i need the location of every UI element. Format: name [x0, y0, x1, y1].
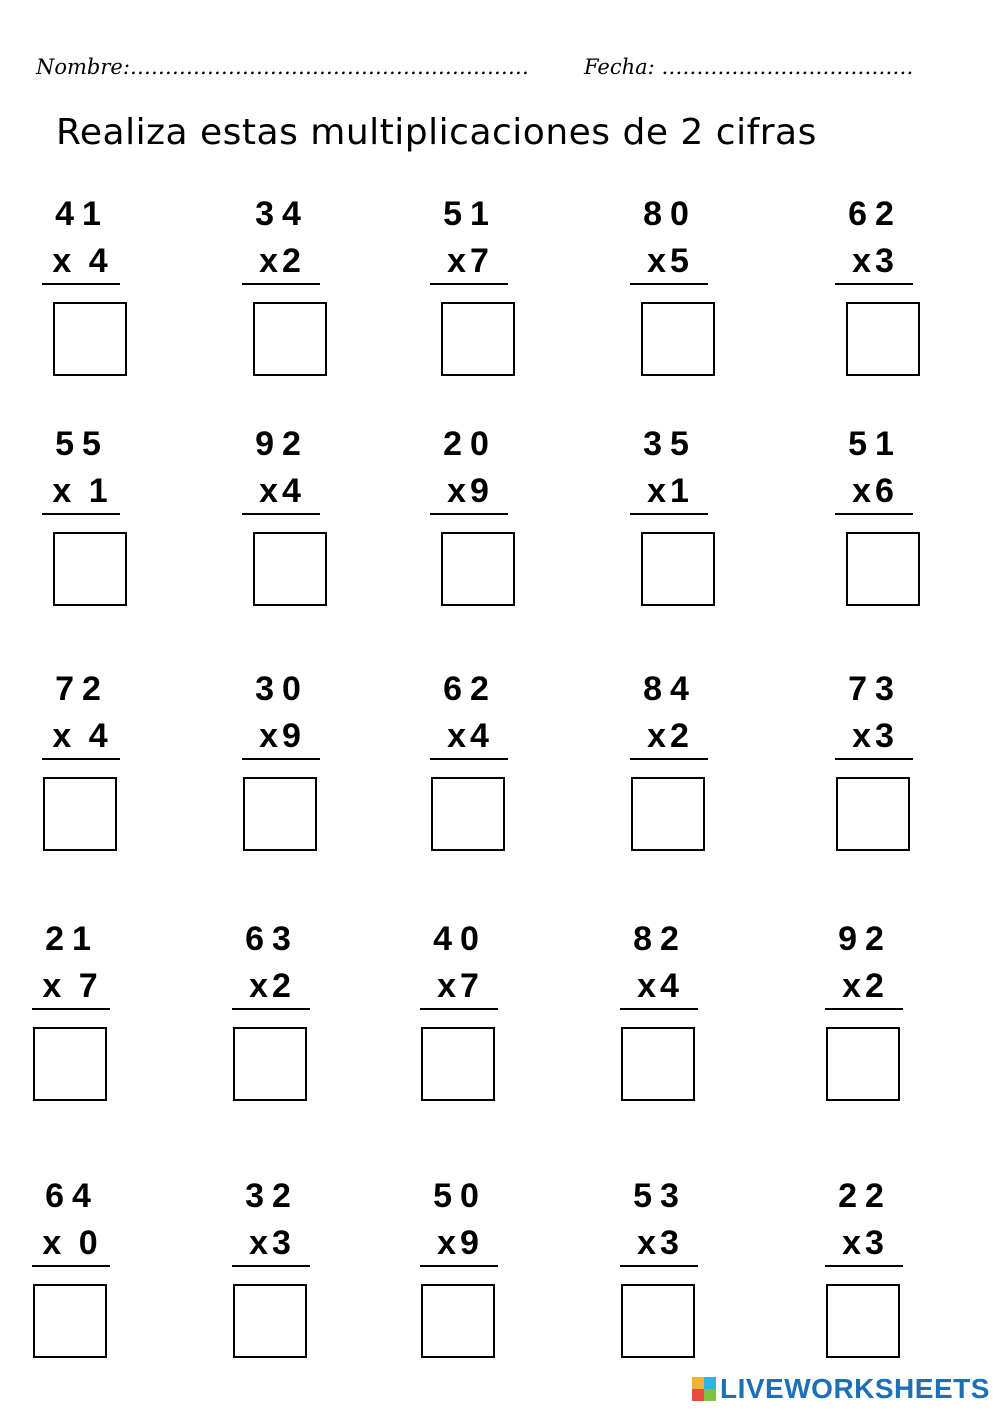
multiplicand: 51	[443, 195, 497, 233]
problem	[212, 920, 332, 1140]
problem	[400, 920, 520, 1140]
answer-box[interactable]	[431, 777, 505, 851]
problem	[815, 670, 935, 890]
multiplier: x7	[437, 967, 483, 1005]
logo-square	[704, 1389, 716, 1401]
multiplicand: 73	[848, 670, 902, 708]
underline	[825, 1008, 903, 1010]
underline	[242, 513, 320, 515]
answer-box[interactable]	[641, 532, 715, 606]
underline	[835, 513, 913, 515]
multiplicand: 72	[55, 670, 109, 708]
multiplicand: 20	[443, 425, 497, 463]
problem	[212, 1177, 332, 1397]
underline	[620, 1265, 698, 1267]
problem	[12, 1177, 132, 1397]
multiplicand: 30	[255, 670, 309, 708]
multiplier: x 1	[52, 472, 112, 510]
underline	[42, 758, 120, 760]
multiplicand: 64	[45, 1177, 99, 1215]
name-field-label: Nombre:…………………………………………………	[36, 55, 529, 79]
multiplier: x6	[852, 472, 898, 510]
underline	[32, 1008, 110, 1010]
liveworksheets-logo	[692, 1374, 990, 1404]
problem	[815, 425, 935, 645]
underline	[42, 283, 120, 285]
multiplier: x3	[637, 1224, 683, 1262]
worksheet-title: Realiza estas multiplicaciones de 2 cifras	[56, 112, 817, 153]
answer-box[interactable]	[441, 302, 515, 376]
answer-box[interactable]	[421, 1284, 495, 1358]
underline	[242, 758, 320, 760]
underline	[620, 1008, 698, 1010]
underline	[630, 513, 708, 515]
multiplier: x 0	[42, 1224, 102, 1262]
answer-box[interactable]	[826, 1284, 900, 1358]
multiplier: x 4	[52, 242, 112, 280]
answer-box[interactable]	[441, 532, 515, 606]
underline	[825, 1265, 903, 1267]
multiplicand: 55	[55, 425, 109, 463]
underline	[630, 758, 708, 760]
problem	[400, 1177, 520, 1397]
multiplicand: 32	[245, 1177, 299, 1215]
logo-square	[692, 1389, 704, 1401]
problem	[410, 670, 530, 890]
answer-box[interactable]	[53, 532, 127, 606]
multiplicand: 82	[633, 920, 687, 958]
multiplicand: 41	[55, 195, 109, 233]
multiplier: x2	[249, 967, 295, 1005]
logo-text: LIVEWORKSHEETS	[720, 1373, 990, 1404]
answer-box[interactable]	[846, 532, 920, 606]
multiplicand: 80	[643, 195, 697, 233]
multiplier: x3	[249, 1224, 295, 1262]
multiplier: x3	[852, 242, 898, 280]
underline	[430, 283, 508, 285]
answer-box[interactable]	[826, 1027, 900, 1101]
problem	[610, 425, 730, 645]
header	[36, 55, 936, 85]
logo-square	[692, 1377, 704, 1389]
problem	[815, 195, 935, 415]
multiplicand: 34	[255, 195, 309, 233]
multiplicand: 53	[633, 1177, 687, 1215]
multiplier: x4	[637, 967, 683, 1005]
answer-box[interactable]	[621, 1284, 695, 1358]
problem	[12, 920, 132, 1140]
underline	[430, 513, 508, 515]
multiplier: x2	[647, 717, 693, 755]
answer-box[interactable]	[243, 777, 317, 851]
multiplicand: 63	[245, 920, 299, 958]
problem	[22, 670, 142, 890]
multiplier: x 7	[42, 967, 102, 1005]
answer-box[interactable]	[836, 777, 910, 851]
multiplier: x4	[447, 717, 493, 755]
multiplier: x7	[447, 242, 493, 280]
multiplicand: 92	[255, 425, 309, 463]
multiplier: x9	[259, 717, 305, 755]
problem	[600, 1177, 720, 1397]
multiplier: x4	[259, 472, 305, 510]
multiplier: x2	[259, 242, 305, 280]
multiplicand: 21	[45, 920, 99, 958]
answer-box[interactable]	[621, 1027, 695, 1101]
multiplier: x1	[647, 472, 693, 510]
underline	[630, 283, 708, 285]
problem	[610, 670, 730, 890]
problem	[22, 425, 142, 645]
answer-box[interactable]	[641, 302, 715, 376]
multiplicand: 40	[433, 920, 487, 958]
answer-box[interactable]	[53, 302, 127, 376]
date-field-label: Fecha: ………………………………	[584, 55, 914, 79]
underline	[420, 1265, 498, 1267]
underline	[420, 1008, 498, 1010]
logo-square	[704, 1377, 716, 1389]
problem	[222, 425, 342, 645]
multiplicand: 51	[848, 425, 902, 463]
multiplier: x9	[447, 472, 493, 510]
multiplicand: 84	[643, 670, 697, 708]
underline	[42, 513, 120, 515]
answer-box[interactable]	[233, 1284, 307, 1358]
problem	[410, 195, 530, 415]
multiplicand: 50	[433, 1177, 487, 1215]
problem	[610, 195, 730, 415]
answer-box[interactable]	[253, 302, 327, 376]
problem	[222, 670, 342, 890]
answer-box[interactable]	[33, 1284, 107, 1358]
underline	[232, 1265, 310, 1267]
answer-box[interactable]	[43, 777, 117, 851]
multiplier: x5	[647, 242, 693, 280]
problem	[600, 920, 720, 1140]
multiplicand: 22	[838, 1177, 892, 1215]
underline	[232, 1008, 310, 1010]
multiplier: x 4	[52, 717, 112, 755]
underline	[835, 758, 913, 760]
answer-box[interactable]	[33, 1027, 107, 1101]
multiplicand: 92	[838, 920, 892, 958]
underline	[242, 283, 320, 285]
underline	[430, 758, 508, 760]
multiplier: x2	[842, 967, 888, 1005]
problem	[410, 425, 530, 645]
problem	[22, 195, 142, 415]
multiplier: x3	[852, 717, 898, 755]
answer-box[interactable]	[421, 1027, 495, 1101]
problem	[222, 195, 342, 415]
problem	[805, 1177, 925, 1397]
multiplicand: 62	[443, 670, 497, 708]
multiplier: x9	[437, 1224, 483, 1262]
answer-box[interactable]	[631, 777, 705, 851]
logo-mark-icon	[692, 1377, 716, 1401]
answer-box[interactable]	[233, 1027, 307, 1101]
underline	[835, 283, 913, 285]
multiplicand: 62	[848, 195, 902, 233]
problem	[805, 920, 925, 1140]
multiplicand: 35	[643, 425, 697, 463]
answer-box[interactable]	[253, 532, 327, 606]
underline	[32, 1265, 110, 1267]
multiplier: x3	[842, 1224, 888, 1262]
answer-box[interactable]	[846, 302, 920, 376]
